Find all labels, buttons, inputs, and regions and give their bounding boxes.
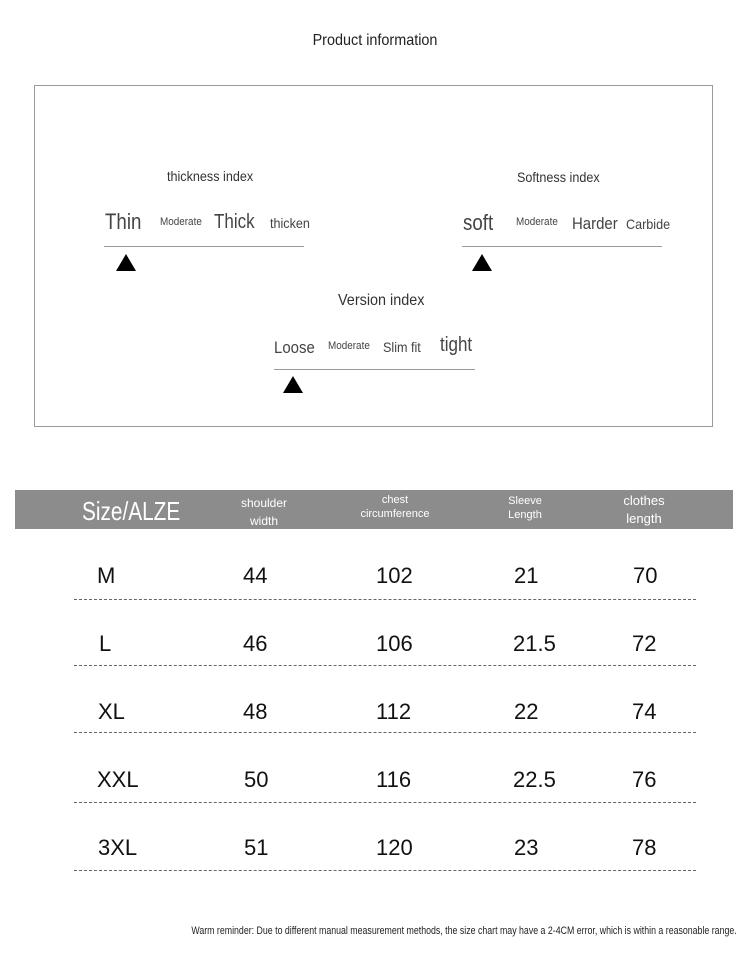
cell-chest: 102 (376, 563, 413, 588)
cell-chest: 120 (376, 835, 413, 860)
size-row-xxl (0, 767, 750, 797)
softness-option-moderate: Moderate (516, 216, 558, 228)
header-shoulder-width: shoulder width (240, 496, 288, 528)
version-marker-icon (283, 376, 303, 393)
cell-length: 70 (633, 563, 658, 588)
version-scale-line (274, 369, 475, 370)
softness-option-soft: soft (463, 210, 494, 235)
cell-sleeve: 21.5 (513, 631, 556, 656)
row-divider (74, 732, 696, 733)
cell-length: 78 (632, 835, 657, 860)
cell-chest: 112 (376, 699, 412, 724)
thickness-marker-icon (116, 254, 136, 271)
cell-length: 76 (632, 767, 657, 792)
softness-index-title: Softness index (517, 169, 600, 185)
page-title: Product information (312, 32, 438, 49)
thickness-option-moderate: Moderate (160, 216, 202, 228)
size-table-header (15, 490, 733, 529)
row-divider (74, 599, 696, 600)
row-divider (74, 665, 696, 666)
version-option-slim-fit: Slim fit (383, 339, 421, 355)
header-chest-circumference: chest circumference (360, 494, 430, 520)
thickness-option-thicken: thicken (270, 215, 310, 231)
cell-shoulder: 50 (244, 767, 269, 792)
cell-size: XXL (97, 767, 139, 792)
version-option-tight: tight (440, 334, 473, 356)
softness-scale-line (462, 246, 662, 247)
cell-shoulder: 46 (243, 631, 268, 656)
cell-sleeve: 23 (514, 835, 539, 860)
thickness-option-thick: Thick (214, 211, 255, 233)
version-option-moderate: Moderate (328, 340, 370, 352)
softness-marker-icon (472, 254, 492, 271)
version-option-loose: Loose (274, 338, 315, 357)
cell-sleeve: 22 (514, 699, 539, 724)
cell-shoulder: 44 (243, 563, 268, 588)
header-sleeve-length: Sleeve Length (508, 495, 542, 521)
cell-size: M (97, 563, 116, 588)
cell-chest: 116 (376, 767, 412, 792)
size-row-3xl (0, 835, 750, 865)
warm-reminder-note: Warm reminder: Due to different manual measurement methods, the size chart may have a 2-4CM error, which is within a reasonable range. (191, 925, 737, 937)
softness-option-harder: Harder (572, 214, 618, 233)
size-row-m (0, 563, 750, 593)
cell-shoulder: 48 (243, 699, 268, 724)
cell-length: 72 (632, 631, 657, 656)
thickness-option-thin: Thin (105, 209, 142, 234)
cell-size: L (99, 631, 112, 656)
cell-size: XL (98, 699, 125, 724)
size-row-l (0, 631, 750, 661)
cell-size: 3XL (98, 835, 138, 860)
softness-option-carbide: Carbide (626, 216, 671, 232)
thickness-scale-line (104, 246, 304, 247)
size-row-xl (0, 699, 750, 729)
cell-chest: 106 (376, 631, 413, 656)
cell-sleeve: 21 (514, 563, 539, 588)
version-index-title: Version index (338, 292, 425, 309)
row-divider (74, 802, 696, 803)
header-size: Size/ALZE (82, 496, 181, 526)
header-clothes-length: clothes length (623, 493, 665, 526)
cell-sleeve: 22.5 (513, 767, 556, 792)
thickness-index-title: thickness index (167, 168, 254, 184)
cell-length: 74 (632, 699, 657, 724)
row-divider (74, 870, 696, 871)
cell-shoulder: 51 (244, 835, 269, 860)
